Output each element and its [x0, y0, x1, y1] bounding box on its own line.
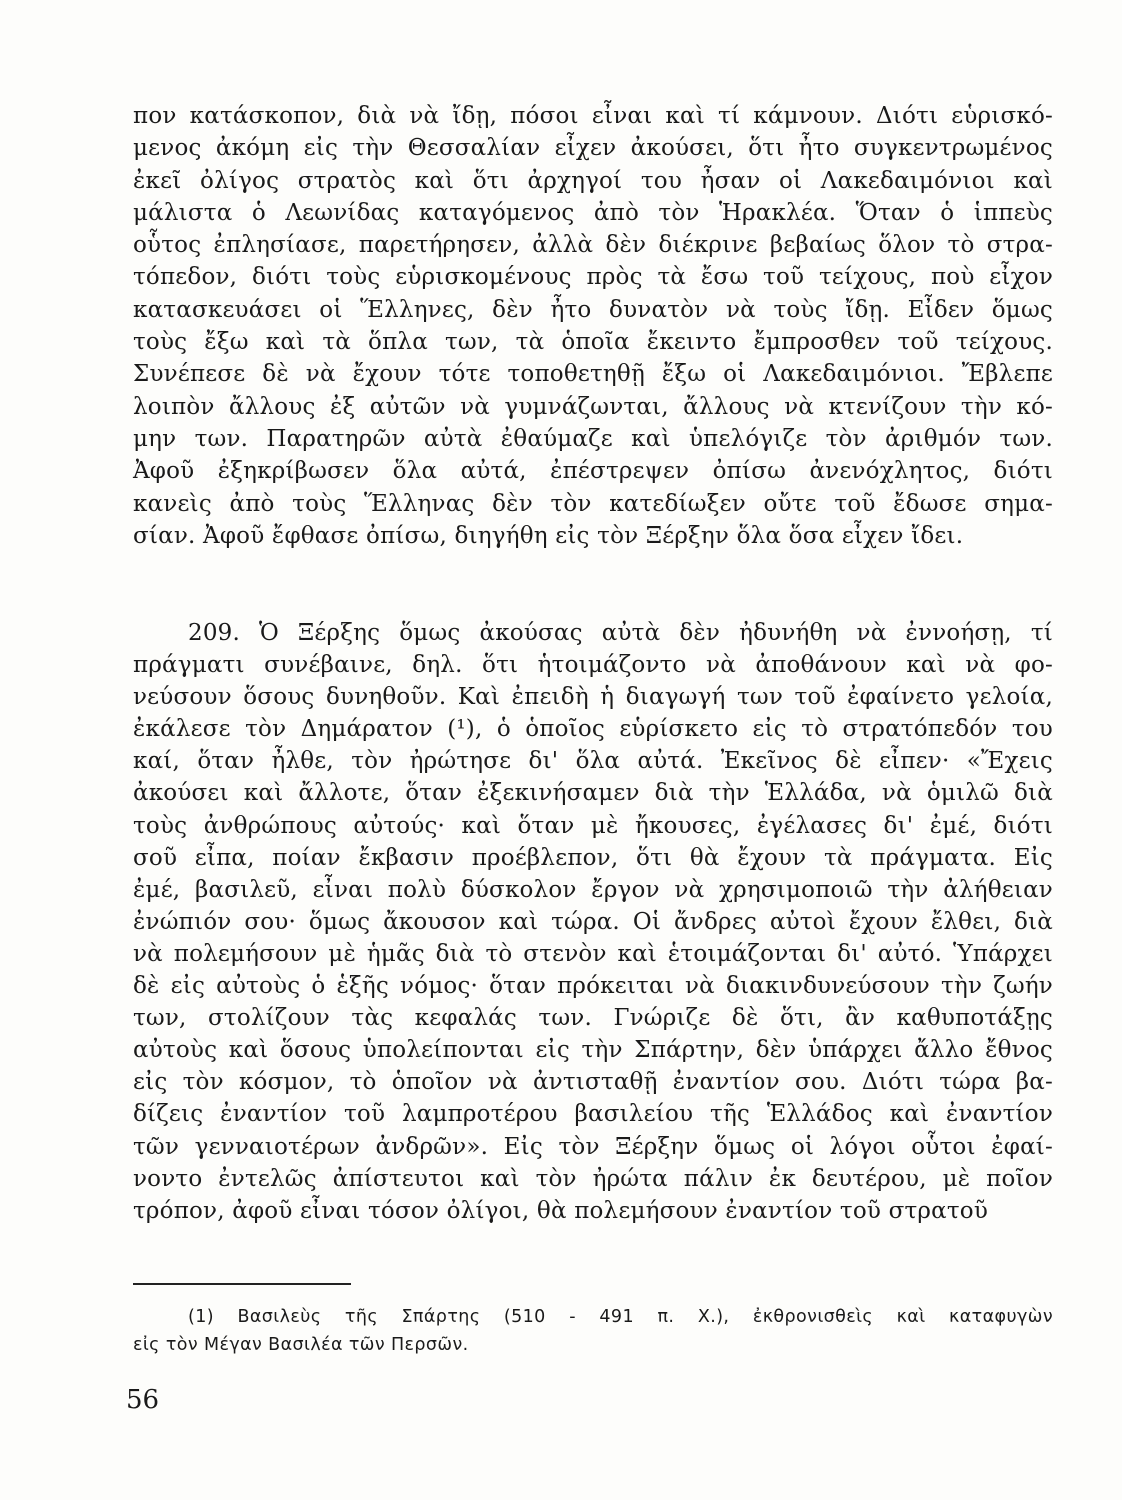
footnote-line: εἰς τὸν Μέγαν Βασιλέα τῶν Περσῶν.: [133, 1335, 469, 1355]
text-line: νοντο ἐντελῶς ἀπίστευτοι καὶ τὸν ἠρώτα πάλιν ἐκ δευτέρου, μὲ ποῖον: [133, 1165, 1053, 1192]
text-line: ἐνώπιόν σου· ὅμως ἄκουσον καὶ τώρα. Οἱ ἄνδρες αὐτοὶ ἔχουν ἔλθει, διὰ: [133, 908, 1053, 935]
text-line: κανεὶς ἀπὸ τοὺς Ἕλληνας δὲν τὸν κατεδίωξεν οὔτε τοῦ ἔδωσε σημα-: [133, 490, 1053, 517]
text-line: νὰ πολεμήσουν μὲ ἡμᾶς διὰ τὸ στενὸν καὶ ἑτοιμάζονται δι' αὐτό. Ὑπάρχει: [133, 940, 1053, 967]
text-line: λοιπὸν ἄλλους ἐξ αὐτῶν νὰ γυμνάζωνται, ἄλλους νὰ κτενίζουν τὴν κό-: [133, 393, 1053, 420]
text-line: μάλιστα ὁ Λεωνίδας καταγόμενος ἀπὸ τὸν Ἡρακλέα. Ὅταν ὁ ἱππεὺς: [133, 199, 1053, 226]
text-line: τοὺς ἔξω καὶ τὰ ὅπλα των, τὰ ὁποῖα ἔκειντο ἔμπροσθεν τοῦ τείχους.: [133, 329, 1053, 356]
text-line: σίαν. Ἀφοῦ ἔφθασε ὀπίσω, διηγήθη εἰς τὸν Ξέρξην ὅλα ὅσα εἶχεν ἴδει.: [133, 522, 964, 549]
text-line: σοῦ εἶπα, ποίαν ἔκβασιν προέβλεπον, ὅτι θὰ ἔχουν τὰ πράγματα. Εἰς: [133, 844, 1053, 871]
text-line: καί, ὅταν ἦλθε, τὸν ἠρώτησε δι' ὅλα αὐτά. Ἐκεῖνος δὲ εἶπεν· «Ἔχεις: [133, 748, 1053, 775]
text-line: πον κατάσκοπον, διὰ νὰ ἴδῃ, πόσοι εἶναι καὶ τί κάμνουν. Διότι εὑρισκό-: [133, 103, 1053, 129]
text-line: κατασκευάσει οἱ Ἕλληνες, δὲν ἦτο δυνατὸν νὰ τοὺς ἴδῃ. Εἶδεν ὅμως: [133, 296, 1053, 323]
text-line: Συνέπεσε δὲ νὰ ἔχουν τότε τοποθετηθῇ ἔξω οἱ Λακεδαιμόνιοι. Ἔβλεπε: [133, 361, 1053, 388]
page-number: 56: [126, 1385, 160, 1415]
text-line: δίζεις ἐναντίον τοῦ λαμπροτέρου βασιλείου τῆς Ἑλλάδος καὶ ἐναντίον: [133, 1101, 1053, 1128]
paragraph-2: [133, 617, 1053, 1227]
text-line: ἐκάλεσε τὸν Δημάρατον (¹), ὁ ὁποῖος εὑρίσκετο εἰς τὸ στρατόπεδόν του: [133, 716, 1053, 743]
footnote-divider: [133, 1283, 351, 1285]
text-line: οὗτος ἐπλησίασε, παρετήρησεν, ἀλλὰ δὲν διέκρινε βεβαίως ὅλον τὸ στρα-: [133, 232, 1053, 259]
text-line: 209. Ὁ Ξέρξης ὅμως ἀκούσας αὐτὰ δὲν ἠδυνήθη νὰ ἐννοήσῃ, τί: [188, 620, 1053, 646]
text-line: τόπεδον, διότι τοὺς εὑρισκομένους πρὸς τὰ ἔσω τοῦ τείχους, ποὺ εἶχον: [133, 264, 1053, 291]
text-line: Ἀφοῦ ἐξηκρίβωσεν ὅλα αὐτά, ἐπέστρεψεν ὀπίσω ἀνενόχλητος, διότι: [133, 458, 1053, 485]
text-line: νεύσουν ὅσους δυνηθοῦν. Καὶ ἐπειδὴ ἡ διαγωγή των τοῦ ἐφαίνετο γελοία,: [133, 684, 1053, 711]
text-line: δὲ εἰς αὐτοὺς ὁ ἑξῆς νόμος· ὅταν πρόκειται νὰ διακινδυνεύσουν τὴν ζωήν: [133, 973, 1053, 1000]
paragraph-1: [133, 100, 1053, 552]
text-line: πράγματι συνέβαινε, δηλ. ὅτι ἡτοιμάζοντο νὰ ἀποθάνουν καὶ νὰ φο-: [133, 652, 1053, 679]
text-line: των, στολίζουν τὰς κεφαλάς των. Γνώριζε δὲ ὅτι, ἂν καθυποτάξῃς: [133, 1005, 1053, 1032]
footnote-line: (1) Βασιλεὺς τῆς Σπάρτης (510 - 491 π. Χ.), ἐκθρονισθεὶς καὶ καταφυγὼν: [188, 1307, 1053, 1327]
text-line: μενος ἀκόμη εἰς τὴν Θεσσαλίαν εἶχεν ἀκούσει, ὅτι ἦτο συγκεντρωμένος: [133, 135, 1053, 162]
text-line: τῶν γενναιοτέρων ἀνδρῶν». Εἰς τὸν Ξέρξην ὅμως οἱ λόγοι οὗτοι ἐφαί-: [133, 1133, 1053, 1160]
text-line: ἀκούσει καὶ ἄλλοτε, ὅταν ἐξεκινήσαμεν διὰ τὴν Ἑλλάδα, νὰ ὁμιλῶ διὰ: [133, 780, 1053, 807]
footnote: [133, 1303, 1053, 1359]
text-line: τρόπον, ἀφοῦ εἶναι τόσον ὀλίγοι, θὰ πολεμήσουν ἐναντίον τοῦ στρατοῦ: [133, 1197, 989, 1224]
text-line: μην των. Παρατηρῶν αὐτὰ ἐθαύμαζε καὶ ὑπελόγιζε τὸν ἀριθμόν των.: [133, 425, 1053, 452]
text-line: εἰς τὸν κόσμον, τὸ ὁποῖον νὰ ἀντισταθῇ ἐναντίον σου. Διότι τώρα βα-: [133, 1069, 1053, 1096]
text-line: ἐμέ, βασιλεῦ, εἶναι πολὺ δύσκολον ἔργον νὰ χρησιμοποιῶ τὴν ἀλήθειαν: [133, 876, 1053, 903]
text-line: τοὺς ἀνθρώπους αὐτούς· καὶ ὅταν μὲ ἤκουσες, ἐγέλασες δι' ἐμέ, διότι: [133, 812, 1053, 839]
text-line: αὐτοὺς καὶ ὅσους ὑπολείπονται εἰς τὴν Σπάρτην, δὲν ὑπάρχει ἄλλο ἔθνος: [133, 1037, 1053, 1064]
text-line: ἐκεῖ ὀλίγος στρατὸς καὶ ὅτι ἀρχηγοί του ἦσαν οἱ Λακεδαιμόνιοι καὶ: [133, 167, 1053, 194]
